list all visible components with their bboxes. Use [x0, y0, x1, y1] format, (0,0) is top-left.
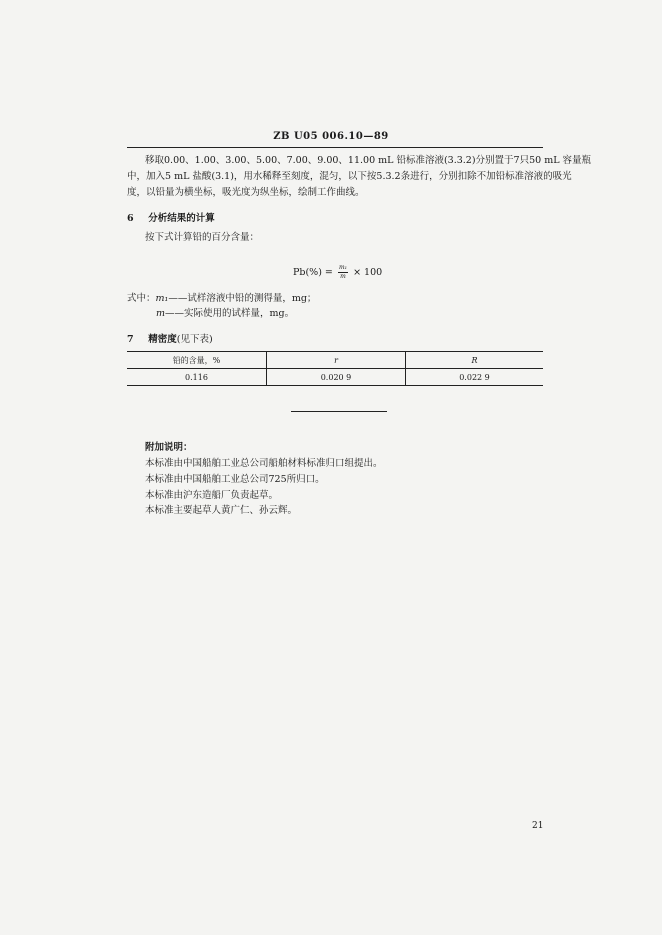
- table-cell-R: 0.022 9: [406, 369, 544, 386]
- where-desc-2: ——实际使用的试样量，mg。: [165, 308, 295, 319]
- page-number: 21: [532, 821, 544, 831]
- table-cell-r: 0.020 9: [267, 369, 406, 386]
- section-7-heading: [127, 331, 213, 345]
- where-symbol-2: m: [156, 308, 166, 319]
- intro-line-1: 移取0.00、1.00、3.00、5.00、7.00、9.00、11.00 mL 铅标准溶液(3.3.2)分别置于7只50 mL 容量瓶: [145, 155, 592, 166]
- table-header-content: 铅的含量，%: [127, 352, 267, 369]
- header-rule: [127, 147, 543, 148]
- where-desc-1: ——试样溶液中铅的测得量，mg；: [168, 293, 317, 304]
- table-header-row: [127, 352, 543, 369]
- note-line-3: 本标准由沪东造船厂负责起草。: [145, 490, 279, 501]
- note-line-1: 本标准由中国船舶工业总公司船舶材料标准归口组提出。: [145, 458, 383, 469]
- formula-rhs: × 100: [353, 267, 383, 278]
- intro-line-3: 度，以铅量为横坐标，吸光度为纵坐标，绘制工作曲线。: [127, 187, 365, 198]
- section-7-title: 精密度: [148, 334, 177, 345]
- table-header-r: r: [267, 352, 406, 369]
- formula-lhs: Pb(%) =: [293, 267, 333, 278]
- precision-table: [127, 351, 543, 386]
- where-line-2: [156, 306, 294, 322]
- notes-title: 附加说明：: [145, 442, 193, 453]
- section-7-title-suffix: (见下表): [176, 334, 213, 345]
- section-6-number: 6: [127, 213, 134, 224]
- formula-denominator: m: [340, 273, 346, 280]
- table-header-R: R: [406, 352, 544, 369]
- end-rule: [291, 411, 387, 412]
- formula: [293, 264, 382, 281]
- where-line-1: [127, 291, 316, 307]
- section-7-number: 7: [127, 334, 134, 345]
- where-symbol-1: m₁: [155, 293, 169, 304]
- section-6-lead: 按下式计算铅的百分含量：: [145, 232, 260, 243]
- where-intro: 式中：: [127, 293, 156, 304]
- note-line-2: 本标准由中国船舶工业总公司725所归口。: [145, 474, 325, 485]
- table-row: [127, 369, 543, 386]
- section-6-title: 分析结果的计算: [148, 213, 215, 224]
- standard-code: ZB U05 006.10—89: [273, 131, 389, 142]
- table-cell-content: 0.116: [127, 369, 267, 386]
- formula-fraction: [338, 264, 348, 281]
- formula-numerator: m₁: [338, 264, 348, 271]
- intro-line-2: 中，加入5 mL 盐酸(3.1)，用水稀释至刻度，混匀，以下按5.3.2条进行，分别扣除不加铅标准溶液的吸光: [127, 171, 572, 182]
- section-6-heading: [127, 210, 215, 224]
- note-line-4: 本标准主要起草人黄广仁、孙云辉。: [145, 505, 298, 516]
